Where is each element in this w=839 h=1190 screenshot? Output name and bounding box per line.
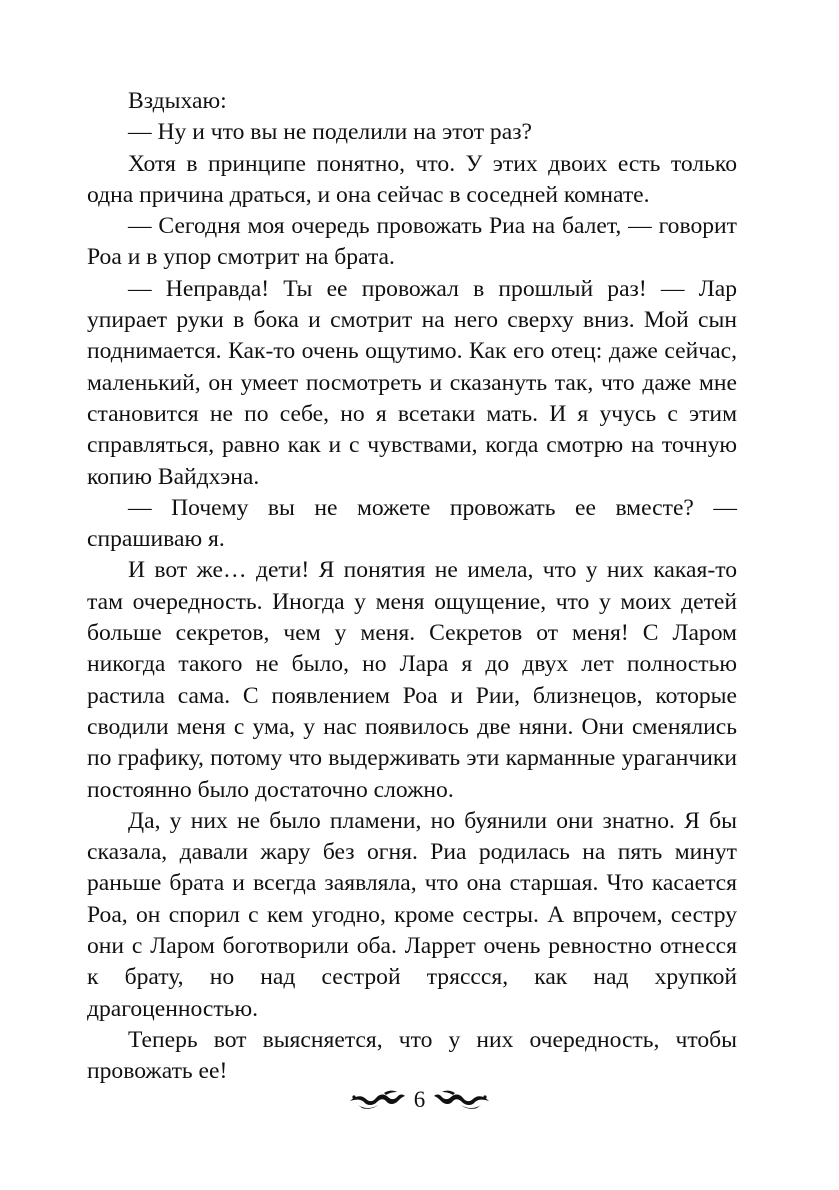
- right-flourish-ornament-icon: [433, 1089, 491, 1111]
- paragraph-5: — Неправда! Ты ее провожал в прошлый раз! — Лар упирает руки в бока и смотрит на него сверху вниз. Мой сын поднимается. Как-то очень ощутимо. Как его отец: даже сейчас, маленький, он умеет посмотреть и сказануть так, что даже мне становится не по себе, но я всетаки мать. И я учусь с этим справляться, равно как и с чувствами, когда смотрю на точную копию Вайдхэна.: [87, 275, 737, 490]
- page-footer: [0, 1088, 839, 1111]
- paragraph-8: Да, у них не было пламени, но буянили они знатно. Я бы сказала, давали жару без огня. Риа родилась на пять минут раньше брата и всегда заявляла, что она старшая. Что касается Роа, он спорил с кем угодно, кроме сестры. А впрочем, сестру они с Ларом боготворили оба. Ларрет очень ревностно отнесся к брату, но над сестрой тряссся, как над хрупкой драгоценностью.: [87, 807, 737, 1022]
- left-flourish-ornament-icon: [348, 1089, 406, 1111]
- paragraph-2: — Ну и что вы не поделили на этот раз?: [128, 119, 532, 146]
- paragraph-3: Хотя в принципе понятно, что. У этих двоих есть только одна причина драться, и она сейчас в соседней комнате.: [87, 150, 737, 208]
- paragraph-6: — Почему вы не можете провожать ее вместе? — спрашиваю я.: [87, 494, 737, 553]
- paragraph-9: Теперь вот выясняется, что у них очередность, чтобы провожать ее!: [87, 1026, 737, 1085]
- book-page-body: [87, 86, 737, 1088]
- page-number: 6: [413, 1087, 426, 1112]
- paragraph-1: Вздыхаю:: [128, 88, 227, 114]
- paragraph-4: — Сегодня моя очередь провожать Риа на балет, — говорит Роа и в упор смотрит на брата.: [87, 213, 737, 271]
- paragraph-7: И вот же… дети! Я понятия не имела, что у них какая-то там очередность. Иногда у меня ощущение, что у моих детей больше секретов, чем у меня. Секретов от меня! С Ларом никогда такого не было, но Лара я до двух лет полностью растила сама. С появлением Роа и Рии, близнецов, которые сводили меня с ума, у нас появилось две няни. Они сменялись по графику, потому что выдерживать эти карманные ураганчики постоянно было достаточно сложно.: [87, 557, 737, 803]
